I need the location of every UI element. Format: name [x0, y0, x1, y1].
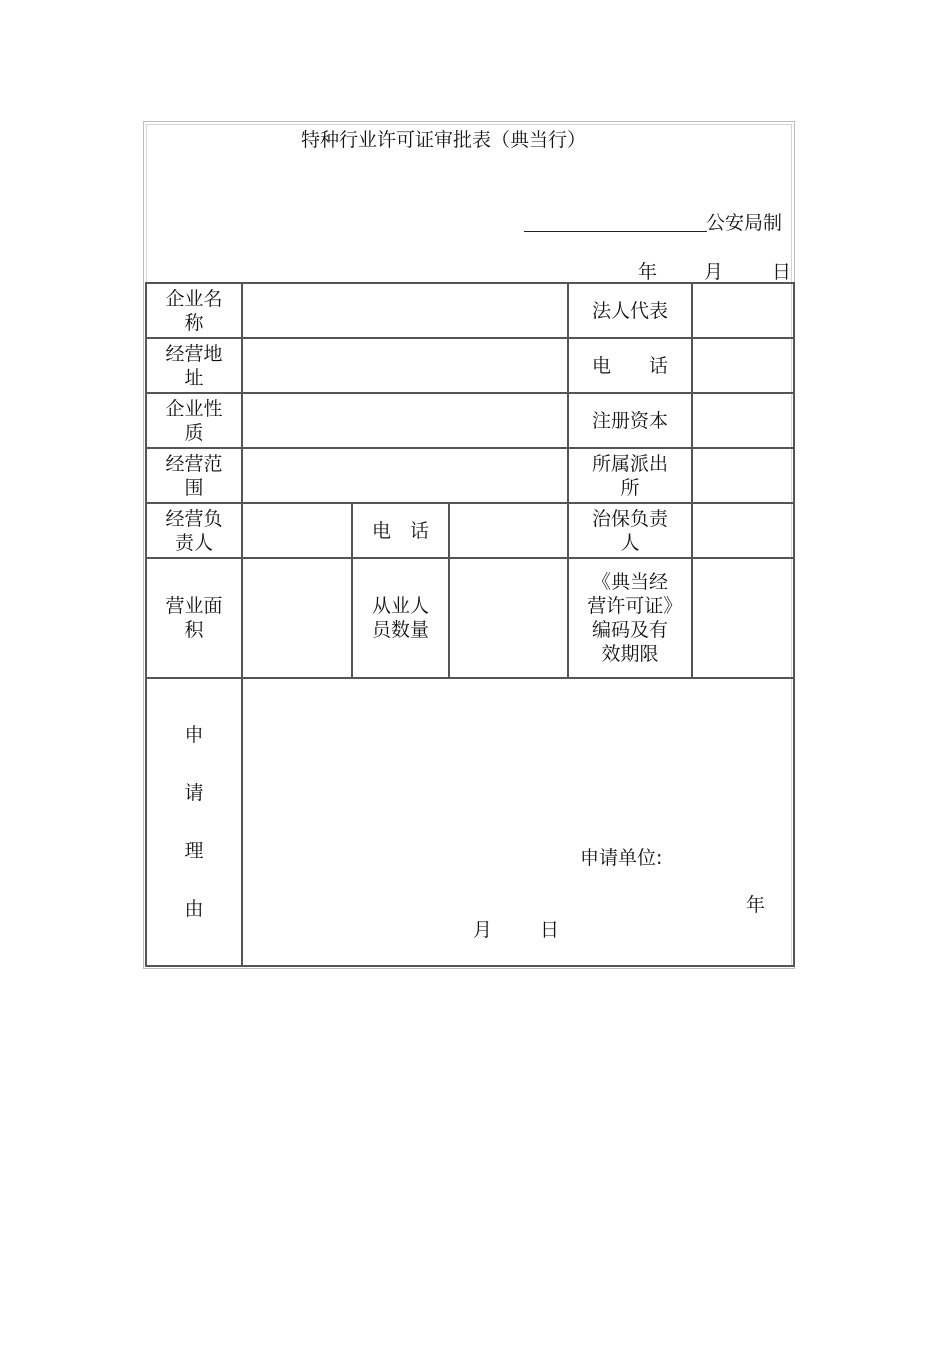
office-name-blank-line [524, 231, 707, 232]
field-business-scope[interactable] [242, 448, 568, 503]
field-security-manager[interactable] [692, 503, 794, 558]
office-suffix: 公安局制 [706, 212, 783, 234]
applicant-unit-label: 申请单位: [580, 847, 663, 869]
field-phone[interactable] [692, 338, 794, 393]
table-row [146, 558, 794, 678]
sign-date-day: 日 [540, 919, 560, 941]
header-date-day: 日 [772, 261, 792, 283]
sign-date-year: 年 [746, 894, 766, 916]
label-manager-phone: 电 话 [352, 503, 449, 558]
field-business-area[interactable] [242, 558, 352, 678]
field-registered-capital[interactable] [692, 393, 794, 448]
field-license-code[interactable] [692, 558, 794, 678]
form-title: 特种行业许可证审批表（典当行） [301, 129, 587, 151]
reason-char: 请 [184, 782, 204, 804]
label-registered-capital: 注册资本 [568, 393, 692, 448]
header-date-year: 年 [638, 261, 658, 283]
field-enterprise-name[interactable] [242, 283, 568, 338]
label-phone: 电 话 [568, 338, 692, 393]
field-police-station[interactable] [692, 448, 794, 503]
label-legal-rep: 法人代表 [568, 283, 692, 338]
label-business-scope: 经营范围 [146, 448, 242, 503]
approval-form-table [145, 282, 795, 967]
label-staff-count: 从业人员数量 [352, 558, 449, 678]
label-business-address: 经营地址 [146, 338, 242, 393]
field-business-address[interactable] [242, 338, 568, 393]
label-enterprise-nature: 企业性质 [146, 393, 242, 448]
table-row [146, 338, 794, 393]
label-application-reason [146, 678, 242, 966]
table-row [146, 283, 794, 338]
field-application-reason[interactable] [242, 678, 794, 966]
field-business-manager[interactable] [242, 503, 352, 558]
label-business-manager: 经营负责人 [146, 503, 242, 558]
label-security-manager: 治保负责人 [568, 503, 692, 558]
field-legal-rep[interactable] [692, 283, 794, 338]
field-manager-phone[interactable] [449, 503, 568, 558]
table-row [146, 503, 794, 558]
table-row [146, 393, 794, 448]
reason-char: 由 [184, 898, 204, 920]
label-enterprise-name: 企业名称 [146, 283, 242, 338]
field-enterprise-nature[interactable] [242, 393, 568, 448]
reason-char: 理 [184, 840, 204, 862]
label-business-area: 营业面积 [146, 558, 242, 678]
field-staff-count[interactable] [449, 558, 568, 678]
sign-date-month: 月 [473, 919, 493, 941]
label-license-code: 《典当经营许可证》编码及有效期限 [568, 558, 692, 678]
label-police-station: 所属派出所 [568, 448, 692, 503]
table-row [146, 678, 794, 966]
table-row [146, 448, 794, 503]
reason-char: 申 [184, 724, 204, 746]
header-date-month: 月 [704, 261, 724, 283]
